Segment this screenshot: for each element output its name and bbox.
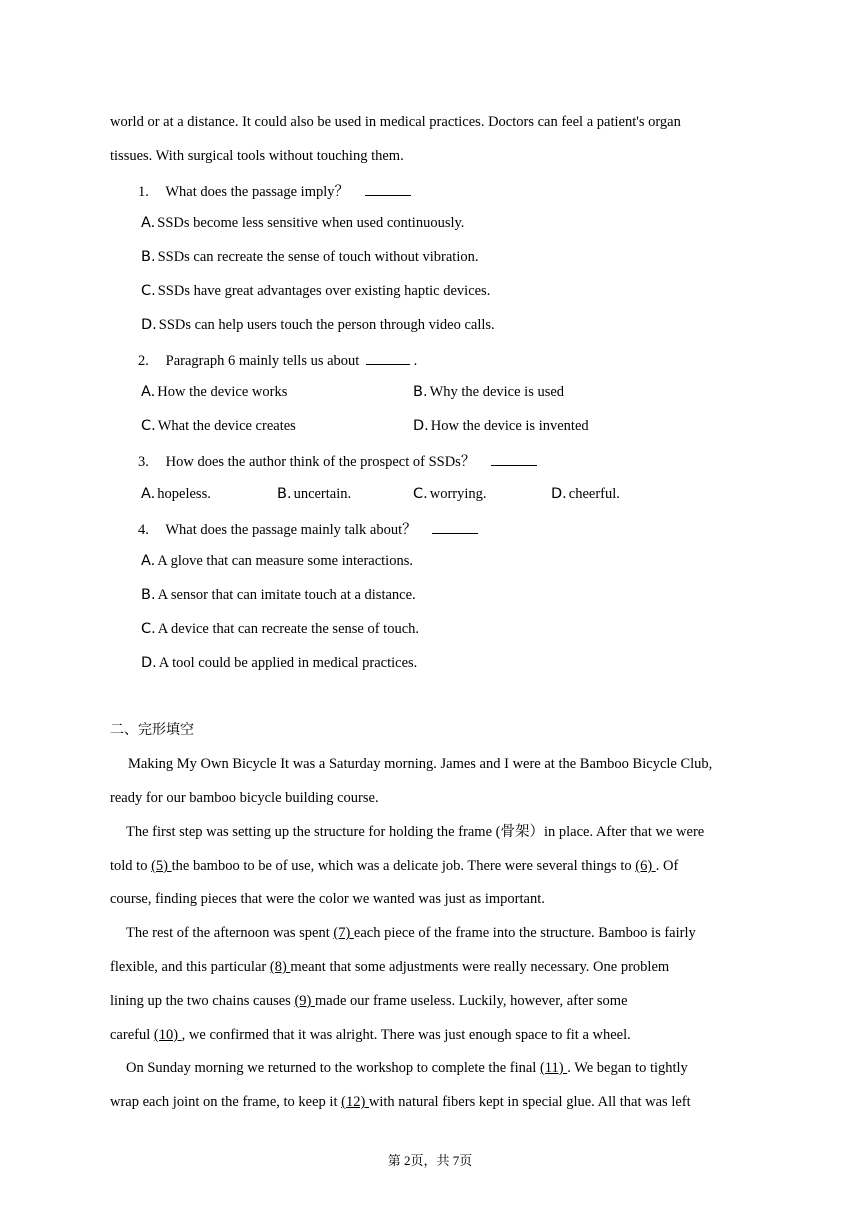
option-1d: D. SSDs can help users touch the person through video calls.: [141, 317, 495, 333]
question-3: [138, 451, 537, 471]
option-2c: C. What the device creates: [141, 418, 296, 434]
blank-5[interactable]: (5): [151, 858, 172, 874]
question-text: What does the passage mainly talk about？: [165, 522, 417, 538]
option-1b: B. SSDs can recreate the sense of touch without vibration.: [141, 249, 479, 265]
answer-blank: [365, 181, 411, 196]
cloze-line: ready for our bamboo bicycle building course.: [110, 790, 379, 806]
question-number: 2.: [138, 353, 149, 369]
blank-7[interactable]: (7): [333, 925, 354, 941]
question-number: 3.: [138, 454, 149, 470]
question-1: [138, 181, 411, 201]
cloze-line: careful (10) , we confirmed that it was alright. There was just enough space to fit a wheel.: [110, 1027, 631, 1043]
cloze-line: course, finding pieces that were the color we wanted was just as important.: [110, 891, 545, 907]
option-2d: D. How the device is invented: [413, 418, 589, 434]
question-2: 2. Paragraph 6 mainly tells us about .: [138, 350, 417, 370]
blank-8[interactable]: (8): [269, 959, 291, 975]
cloze-line: The first step was setting up the structure for holding the frame (骨架）in place. After that we were: [126, 824, 705, 840]
question-text: What does the passage imply？: [165, 184, 349, 200]
blank-12[interactable]: (12): [341, 1094, 369, 1110]
option-1a: A. SSDs become less sensitive when used continuously.: [141, 215, 465, 231]
cloze-line: The rest of the afternoon was spent (7) each piece of the frame into the structure. Bamboo is fairly: [126, 925, 696, 941]
blank-9[interactable]: (9): [294, 993, 315, 1009]
page-footer: 第 2页，共 7页: [387, 1153, 473, 1168]
option-3c: C. worrying.: [413, 486, 487, 502]
passage-line: tissues. With surgical tools without touching them.: [110, 148, 404, 164]
option-3b: B. uncertain.: [277, 486, 352, 502]
option-3a: A. hopeless.: [141, 486, 211, 502]
answer-blank: [432, 519, 478, 534]
option-2b: B. Why the device is used: [413, 384, 565, 400]
cloze-line: told to (5) the bamboo to be of use, which was a delicate job. There were several things to (6) . Of: [110, 858, 679, 874]
answer-blank: [491, 451, 537, 466]
blank-6[interactable]: (6): [635, 858, 656, 874]
question-text: Paragraph 6 mainly tells us about: [165, 353, 360, 369]
option-4c: C. A device that can recreate the sense of touch.: [141, 621, 420, 637]
cloze-line: lining up the two chains causes (9) made our frame useless. Luckily, however, after some: [110, 993, 628, 1009]
option-4d: D. A tool could be applied in medical practices.: [141, 655, 418, 671]
option-4a: A. A glove that can measure some interactions.: [141, 553, 413, 569]
blank-11[interactable]: (11): [539, 1060, 568, 1076]
question-number: 4.: [138, 522, 149, 538]
cloze-line: On Sunday morning we returned to the workshop to complete the final (11) . We began to tightly: [126, 1060, 688, 1076]
cloze-line: wrap each joint on the frame, to keep it (12) with natural fibers kept in special glue. All that was left: [110, 1094, 691, 1110]
option-1c: C. SSDs have great advantages over existing haptic devices.: [141, 283, 491, 299]
option-2a: A. How the device works: [141, 384, 288, 400]
blank-10[interactable]: (10): [153, 1027, 182, 1043]
option-3d: D. cheerful.: [551, 486, 620, 502]
section-heading: 二、完形填空: [110, 722, 194, 738]
cloze-line: flexible, and this particular (8) meant that some adjustments were really necessary. One problem: [110, 959, 670, 975]
answer-blank: [366, 350, 410, 365]
option-4b: B. A sensor that can imitate touch at a distance.: [141, 587, 416, 603]
question-4: [138, 519, 478, 539]
cloze-line: Making My Own Bicycle It was a Saturday morning. James and I were at the Bamboo Bicycle Club,: [128, 756, 713, 772]
question-number: 1.: [138, 184, 149, 200]
question-text: How does the author think of the prospect of SSDs？: [165, 454, 476, 470]
passage-line: world or at a distance. It could also be used in medical practices. Doctors can feel a patient's organ: [110, 114, 681, 130]
